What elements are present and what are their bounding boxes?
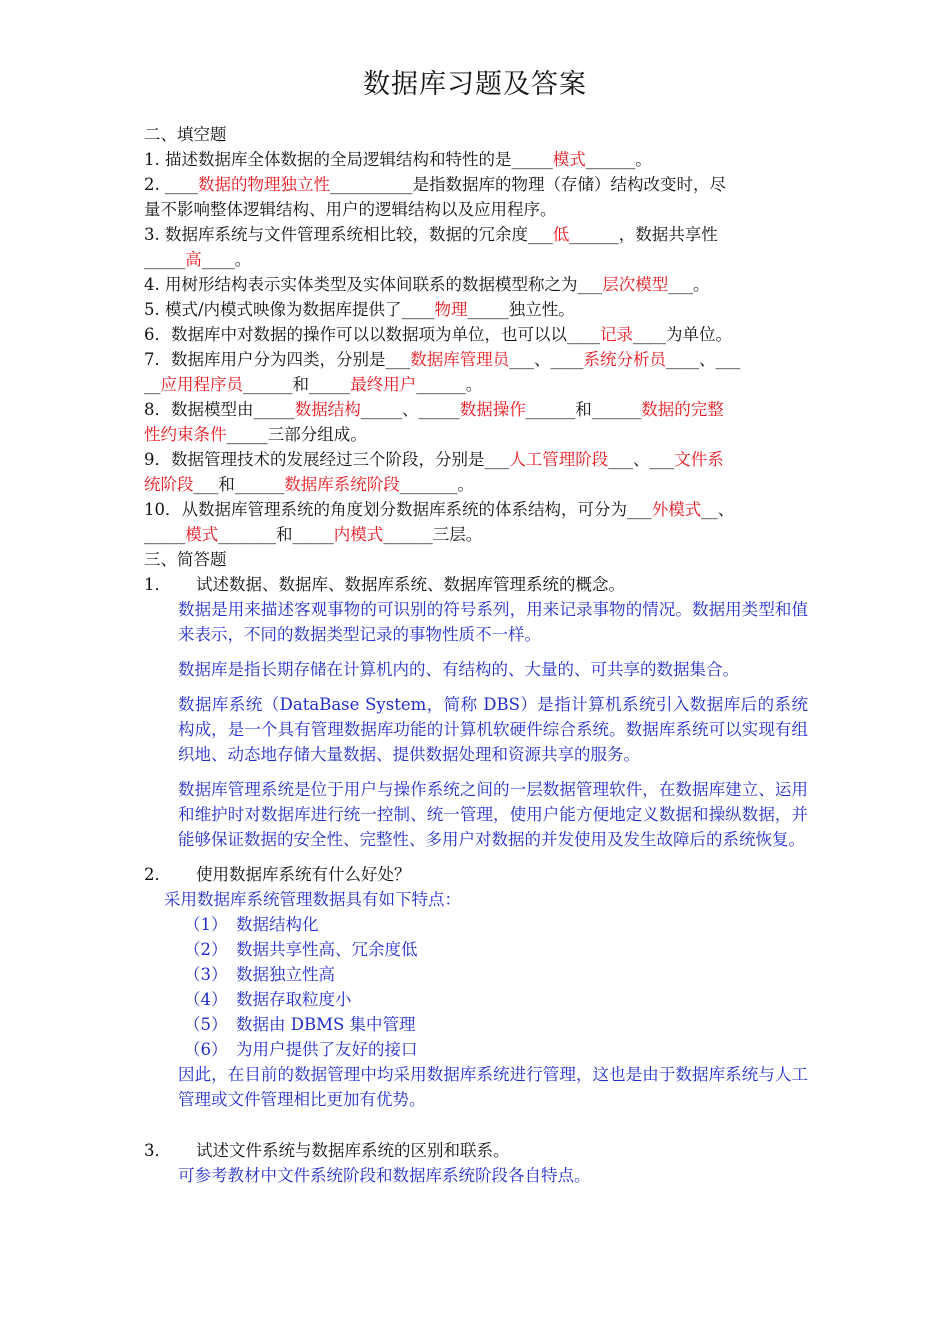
list-item-text: 数据独立性高 xyxy=(236,965,335,984)
answer-text: 记录 xyxy=(600,325,633,344)
list-item-text: 数据共享性高、冗余度低 xyxy=(236,940,418,959)
answer-text: 数据操作 xyxy=(459,400,526,419)
answer-text: 最终用户 xyxy=(350,375,417,394)
blank: _____ xyxy=(309,375,351,394)
list-item xyxy=(144,1037,808,1062)
question-text: 8．数据模型由 xyxy=(144,400,254,419)
fill-question-8 xyxy=(144,397,808,422)
question-text: 和 xyxy=(292,375,309,394)
short-question-2 xyxy=(144,862,808,887)
blank: ___ xyxy=(627,500,652,519)
question-text: 5. 模式/内模式映像为数据库提供了 xyxy=(144,300,402,319)
blank: _______ xyxy=(218,525,276,544)
blank: ______ xyxy=(243,375,293,394)
separator: 、 xyxy=(633,450,650,469)
benefit-list xyxy=(144,912,808,1062)
blank: ______ xyxy=(525,400,576,419)
question-number: 3． xyxy=(144,1141,171,1160)
separator: 、 xyxy=(534,350,551,369)
question-text: 和 xyxy=(276,525,293,544)
question-text: 。 xyxy=(465,375,483,394)
fill-question-7 xyxy=(144,347,808,372)
question-text: 2. xyxy=(144,175,165,194)
separator: 、 xyxy=(402,400,419,419)
question-text: 和 xyxy=(575,400,592,419)
answer-conclusion: 因此，在目前的数据管理中均采用数据库系统进行管理，这也是由于数据库系统与人工管理或文件管理相比更加有优势。 xyxy=(178,1065,808,1109)
fill-question-6 xyxy=(144,322,808,347)
answer-text: 高 xyxy=(185,250,202,269)
list-item-number: （2） xyxy=(184,940,228,959)
question-text: 。 xyxy=(635,150,652,169)
blank: _____ xyxy=(511,150,553,169)
blank: ____ xyxy=(633,325,666,344)
short-question-1 xyxy=(144,572,808,597)
blank: ___ xyxy=(193,475,219,494)
blank: _____ xyxy=(226,425,268,444)
answer-text: 数据的物理独立性 xyxy=(198,175,330,194)
question-text: 试述文件系统与数据库系统的区别和联系。 xyxy=(196,1141,510,1160)
question-text: 为单位。 xyxy=(666,325,732,344)
list-item xyxy=(144,1012,808,1037)
fill-question-8-cont xyxy=(144,422,808,447)
answer-text: 性约束条件 xyxy=(144,425,227,444)
blank: ____ xyxy=(165,175,198,194)
blank: ___ xyxy=(385,350,411,369)
question-text: 和 xyxy=(218,475,235,494)
question-text: 3. 数据库系统与文件管理系统相比较，数据的冗余度 xyxy=(144,225,528,244)
document-body xyxy=(144,122,808,1188)
question-text: 9．数据管理技术的发展经过三个阶段，分别是 xyxy=(144,450,485,469)
answer-text: 数据的完整 xyxy=(641,400,724,419)
separator: 、 xyxy=(717,500,735,519)
blank: ___ xyxy=(668,275,693,294)
answer-paragraph-data: 数据是用来描述客观事物的可识别的符号系列，用来记录事物的情况。数据用类型和值来表示，不同的数据类型记录的事物性质不一样。 xyxy=(178,600,808,644)
blank: ______ xyxy=(591,400,642,419)
blank: ______ xyxy=(234,475,285,494)
answer-text: 模式 xyxy=(552,150,586,169)
fill-question-2 xyxy=(144,172,808,197)
fill-question-3-cont xyxy=(144,247,808,272)
blank: ______ xyxy=(569,225,619,244)
fill-question-2-cont: 量不影响整体逻辑结构、用户的逻辑结构以及应用程序。 xyxy=(144,200,557,219)
question-text: 是指数据库的物理（存储）结构改变时，尽 xyxy=(412,175,726,194)
fill-question-3 xyxy=(144,222,808,247)
question-text: 4. 用树形结构表示实体类型及实体间联系的数据模型称之为 xyxy=(144,275,578,294)
short-question-3 xyxy=(144,1138,808,1163)
question-text: 三层。 xyxy=(432,525,483,544)
blank: ______ xyxy=(383,525,433,544)
blank: __ xyxy=(144,375,161,394)
blank: ___ xyxy=(608,450,633,469)
question-number: 2． xyxy=(144,865,171,884)
answer-text: 统阶段 xyxy=(144,475,194,494)
answer-text: 内模式 xyxy=(333,525,384,544)
blank: _____ xyxy=(144,250,186,269)
fill-question-5 xyxy=(144,297,808,322)
list-item-text: 为用户提供了友好的接口 xyxy=(236,1040,418,1059)
blank: ______ xyxy=(585,150,636,169)
answer-text: 系统分析员 xyxy=(583,350,666,369)
blank: ____ xyxy=(201,250,235,269)
answer-intro: 采用数据库系统管理数据具有如下特点： xyxy=(164,890,461,909)
blank: ___ xyxy=(649,450,675,469)
question-text: 试述数据、数据库、数据库系统、数据库管理系统的概念。 xyxy=(196,575,625,594)
list-item xyxy=(144,987,808,1012)
blank: _____ xyxy=(418,400,460,419)
blank: _____ xyxy=(253,400,295,419)
fill-question-9-cont xyxy=(144,472,808,497)
blank: __________ xyxy=(330,175,413,194)
list-item xyxy=(144,937,808,962)
section-heading-short-answer: 三、简答题 xyxy=(144,550,227,569)
question-text: 10．从数据库管理系统的角度划分数据库系统的体系结构，可分为 xyxy=(144,500,627,519)
blank: __ xyxy=(701,500,718,519)
fill-question-1 xyxy=(144,147,808,172)
answer-text: 低 xyxy=(552,225,570,244)
blank: ___ xyxy=(509,350,534,369)
question-text: ，数据共享性 xyxy=(618,225,718,244)
answer-text: 数据库管理员 xyxy=(410,350,510,369)
fill-question-7-cont xyxy=(144,372,808,397)
blank: _____ xyxy=(467,300,509,319)
answer-text: 人工管理阶段 xyxy=(509,450,609,469)
fill-question-10-cont xyxy=(144,522,808,547)
list-item-text: 数据由 DBMS 集中管理 xyxy=(236,1015,416,1034)
answer-text: 模式 xyxy=(185,525,219,544)
blank: ___ xyxy=(715,350,741,369)
answer-text: 物理 xyxy=(434,300,468,319)
blank: _____ xyxy=(144,525,186,544)
answer-reference: 可参考教材中文件系统阶段和数据库系统阶段各自特点。 xyxy=(178,1166,591,1185)
blank: _____ xyxy=(292,525,334,544)
question-number: 1． xyxy=(144,575,171,594)
answer-text: 层次模型 xyxy=(602,275,669,294)
answer-text: 数据结构 xyxy=(294,400,361,419)
list-item-text: 数据结构化 xyxy=(236,915,319,934)
question-text: 7．数据库用户分为四类，分别是 xyxy=(144,350,386,369)
blank: ____ xyxy=(550,350,584,369)
list-item xyxy=(144,962,808,987)
question-text: 。 xyxy=(234,250,252,269)
fill-question-4 xyxy=(144,272,808,297)
answer-text: 文件系 xyxy=(674,450,724,469)
list-item-number: （6） xyxy=(184,1040,228,1059)
blank: ___ xyxy=(577,275,603,294)
question-text: 1. 描述数据库全体数据的全局逻辑结构和特性的是 xyxy=(144,150,512,169)
fill-question-9 xyxy=(144,447,808,472)
answer-text: 外模式 xyxy=(651,500,702,519)
blank: ______ xyxy=(416,375,466,394)
list-item-number: （1） xyxy=(184,915,228,934)
blank: ____ xyxy=(567,325,600,344)
list-item xyxy=(144,912,808,937)
blank: ___ xyxy=(528,225,553,244)
fill-question-10 xyxy=(144,497,808,522)
question-text: 。 xyxy=(693,275,710,294)
blank: ____ xyxy=(401,300,435,319)
list-item-number: （4） xyxy=(184,990,228,1009)
question-text: 6．数据库中对数据的操作可以以数据项为单位，也可以以 xyxy=(144,325,567,344)
page-title: 数据库习题及答案 xyxy=(363,69,587,100)
list-item-text: 数据存取粒度小 xyxy=(236,990,352,1009)
answer-paragraph-database: 数据库是指长期存储在计算机内的、有结构的、大量的、可共享的数据集合。 xyxy=(178,660,739,679)
question-text: 三部分组成。 xyxy=(267,425,367,444)
blank: _______ xyxy=(399,475,458,494)
answer-text: 数据库系统阶段 xyxy=(284,475,400,494)
answer-paragraph-dbs: 数据库系统（DataBase System，简称 DBS）是指计算机系统引入数据库后的系统构成，是一个具有管理数据库功能的计算机软硬件综合系统。数据库系统可以实现有组织地、动态地存储大量数据、提供数据处理和资源共享的服务。 xyxy=(178,695,808,764)
blank: ___ xyxy=(484,450,510,469)
question-text: 。 xyxy=(457,475,474,494)
blank: ____ xyxy=(666,350,699,369)
list-item-number: （5） xyxy=(184,1015,228,1034)
answer-paragraph-dbms: 数据库管理系统是位于用户与操作系统之间的一层数据管理软件，在数据库建立、运用和维护时对数据库进行统一控制、统一管理，使用户能方便地定义数据和操纵数据，并能够保证数据的安全性、完整性、多用户对数据的并发使用及发生故障后的系统恢复。 xyxy=(178,780,808,849)
separator: 、 xyxy=(699,350,716,369)
blank: _____ xyxy=(360,400,402,419)
question-text: 独立性。 xyxy=(508,300,575,319)
list-item-number: （3） xyxy=(184,965,228,984)
question-text: 使用数据库系统有什么好处？ xyxy=(196,865,411,884)
answer-text: 应用程序员 xyxy=(160,375,243,394)
section-heading-fill-in: 二、填空题 xyxy=(144,125,227,144)
